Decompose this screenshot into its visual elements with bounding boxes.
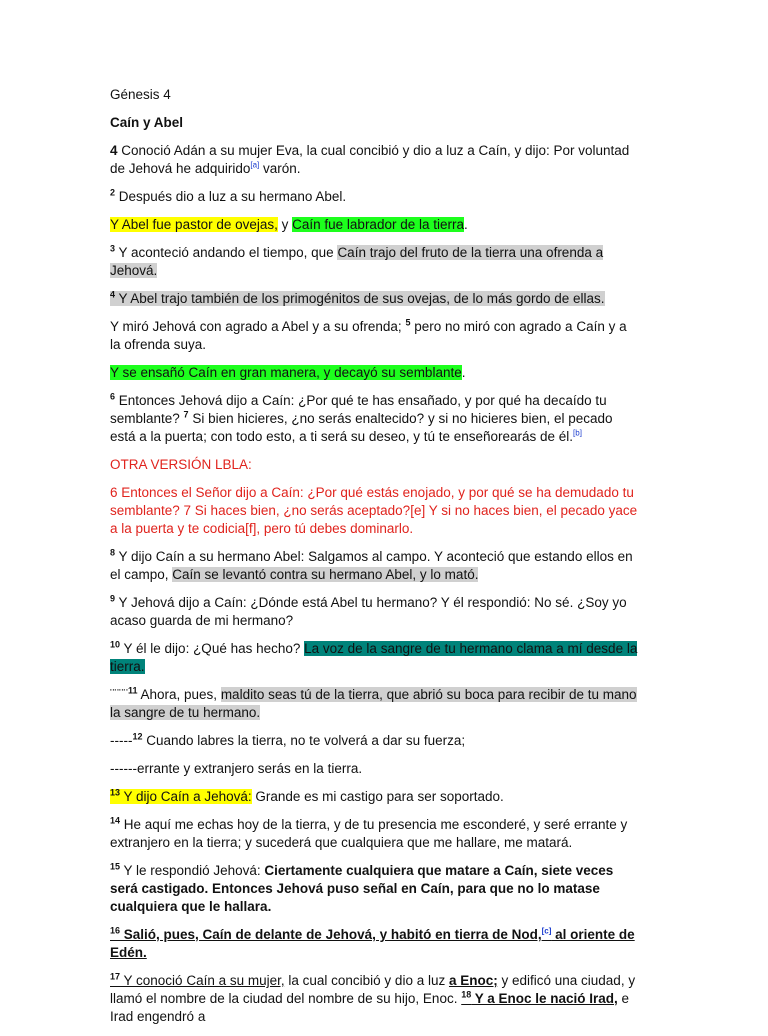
underlined-text — [110, 973, 285, 988]
verse-number: 13 — [110, 787, 121, 798]
document-body — [110, 86, 638, 1036]
bold-underlined-text: a Enoc; — [448, 973, 498, 988]
footnote-link-b[interactable]: [b] — [573, 428, 582, 438]
verse-text: Y aconteció andando el tiempo, que — [115, 245, 338, 260]
verse-4 — [110, 290, 638, 308]
verse-number: 3 — [110, 243, 116, 254]
verse-1 — [110, 142, 638, 178]
verse-number: 7 — [183, 409, 189, 420]
verse-9 — [110, 594, 638, 630]
highlight-green: Caín fue labrador de la tierra — [292, 217, 464, 232]
verse-number: 10 — [110, 639, 121, 650]
verse-text: la cual concibió y dio a luz — [284, 973, 449, 988]
verse-text: y — [277, 217, 293, 232]
verse-text: al oriente de Edén. — [110, 927, 635, 960]
verse-12 — [110, 732, 638, 750]
verse-4-5 — [110, 318, 638, 354]
highlight-gray: maldito seas tú de la tierra, que abrió su boca para recibir de tu mano la sangre de tu hermano. — [110, 687, 637, 720]
verse-text: Grande es mi castigo para ser soportado. — [251, 789, 504, 804]
verse-number: 5 — [405, 317, 411, 328]
verse-number: 4 — [110, 289, 116, 300]
verse-15 — [110, 862, 638, 916]
bold-text: Ciertamente cualquiera que matare a Caín, siete veces será castigado. Entonces Jehová puso señal en Caín, para que no lo matase cualquiera que le hallara. — [110, 863, 614, 914]
verse-2-highlight — [110, 216, 638, 234]
verse-text: Y le respondió Jehová: — [120, 863, 265, 878]
verse-text: varón. — [259, 161, 301, 176]
verse-text: Entonces Jehová dijo a Caín: ¿Por qué te has ensañado, y por qué ha decaído tu semblante? — [110, 393, 607, 426]
verse-text: . — [464, 217, 468, 232]
verse-text: e Irad engendró a — [110, 991, 630, 1024]
verse-5-highlight — [110, 364, 638, 382]
verse-text: Y dijo Caín a Jehová: — [120, 789, 252, 804]
verse-number: 16 — [110, 925, 121, 936]
verse-8 — [110, 548, 638, 584]
verse-16 — [110, 926, 638, 962]
verse-text: Ahora, pues, — [137, 687, 221, 702]
verse-6-7 — [110, 392, 638, 446]
alt-version-label: OTRA VERSIÓN LBLA: — [110, 457, 252, 472]
footnote-link-c[interactable]: [c] — [541, 926, 552, 936]
verse-number: 11 — [127, 685, 138, 696]
verse-17-18 — [110, 972, 638, 1026]
highlight-yellow: Y Abel fue pastor de ovejas, — [110, 217, 278, 232]
verse-text: Y Abel trajo también de los primogénitos de sus ovejas, de lo más gordo de ellas. — [115, 291, 605, 306]
highlight-gray — [110, 291, 605, 306]
verse-text: Y dijo Caín a su hermano Abel: Salgamos al campo. Y aconteció que estando ellos en el campo, — [110, 549, 633, 582]
chapter-heading: Génesis 4 — [110, 87, 171, 102]
verse-number: 17 — [110, 971, 121, 982]
verse-text: Después dio a luz a su hermano Abel. — [115, 189, 347, 204]
footnote-link-a[interactable]: [a] — [250, 160, 260, 170]
verse-number: 15 — [110, 861, 121, 872]
verse-number: 6 — [110, 391, 116, 402]
verse-text: Y conoció Caín a su mujer, — [120, 973, 285, 988]
verse-10 — [110, 640, 638, 676]
verse-marks: ¨¨¨¨ — [110, 687, 128, 702]
verse-number: 8 — [110, 547, 116, 558]
verse-text: y edificó una ciudad, y llamó el nombre de la ciudad del nombre de su hijo, Enoc. — [110, 973, 636, 1006]
bold-underlined-text — [461, 991, 618, 1006]
verse-text: Si bien hicieres, ¿no serás enaltecido? y si no hicieres bien, el pecado está a la puerta; con todo esto, a ti será su deseo, y tú te enseñorearás de él. — [110, 411, 613, 444]
verse-text: Salió, pues, Caín de delante de Jehová, y habitó en tierra de Nod, — [120, 927, 542, 942]
verse-text: Conoció Adán a su mujer Eva, la cual concibió y dio a luz a Caín, y dijo: Por voluntad de Jehová he adquirido — [110, 143, 630, 176]
verse-text: Cuando labres la tierra, no te volverá a dar su fuerza; — [142, 733, 466, 748]
highlight-yellow — [110, 789, 252, 804]
verse-text: He aquí me echas hoy de la tierra, y de tu presencia me esconderé, y seré errante y extranjero en la tierra; y sucederá que cualquiera que me hallare, me matará. — [110, 817, 628, 850]
verse-dashes: ----- — [110, 733, 133, 748]
verse-number: 18 — [461, 989, 472, 1000]
section-title: Caín y Abel — [110, 115, 184, 130]
verse-number: 2 — [110, 187, 116, 198]
verse-13 — [110, 788, 638, 806]
verse-3 — [110, 244, 638, 280]
alt-version-text: 6 Entonces el Señor dijo a Caín: ¿Por qué estás enojado, y por qué se ha demudado tu semblante? 7 Si haces bien, ¿no serás aceptado?[e] Y si no haces bien, el pecado yace a la puerta y te codicia[f], pero tú debes dominarlo. — [110, 485, 638, 536]
highlight-teal: La voz de la sangre de tu hermano clama a mí desde la tierra. — [110, 641, 638, 674]
verse-number: 9 — [110, 593, 116, 604]
verse-11 — [110, 686, 638, 722]
verse-text: Y él le dijo: ¿Qué has hecho? — [120, 641, 305, 656]
verse-12-cont: ------errante y extranjero serás en la tierra. — [110, 761, 363, 776]
verse-text: Y a Enoc le nació Irad, — [471, 991, 618, 1006]
chapter-number: 4 — [110, 143, 118, 158]
highlight-gray: Caín se levantó contra su hermano Abel, y lo mató. — [172, 567, 479, 582]
highlight-green: Y se ensañó Caín en gran manera, y decayó su semblante — [110, 365, 462, 380]
verse-number: 14 — [110, 815, 121, 826]
verse-2 — [110, 188, 638, 206]
verse-text: Y Jehová dijo a Caín: ¿Dónde está Abel tu hermano? Y él respondió: No sé. ¿Soy yo acaso guarda de mi hermano? — [110, 595, 627, 628]
verse-text: pero no miró con agrado a Caín y a la ofrenda suya. — [110, 319, 627, 352]
verse-number: 12 — [132, 731, 143, 742]
verse-text: Y miró Jehová con agrado a Abel y a su ofrenda; — [110, 319, 406, 334]
verse-text: . — [461, 365, 466, 380]
verse-14 — [110, 816, 638, 852]
highlight-gray: Caín trajo del fruto de la tierra una ofrenda a Jehová. — [110, 245, 604, 278]
